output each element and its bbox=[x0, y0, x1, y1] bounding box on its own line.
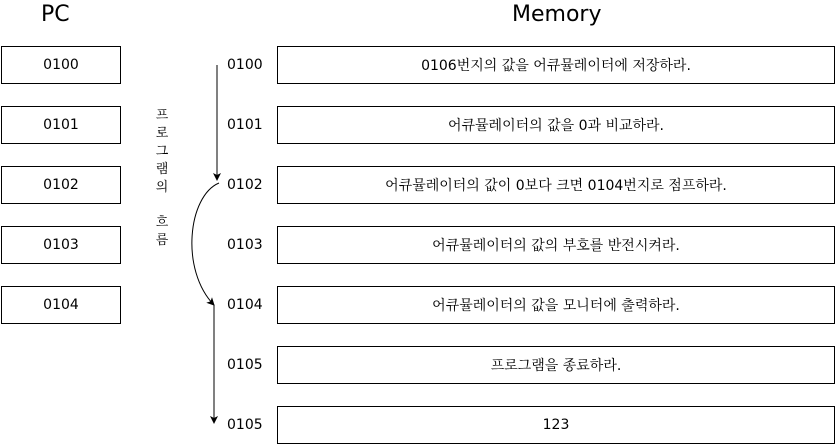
memory-cell: 어큐뮬레이터의 값을 0과 비교하라. bbox=[277, 106, 835, 144]
memory-address: 0105 bbox=[227, 357, 263, 373]
memory-cell: 어큐뮬레이터의 값을 모니터에 출력하라. bbox=[277, 286, 835, 324]
memory-address: 0102 bbox=[227, 177, 263, 193]
memory-cell: 어큐뮬레이터의 값의 부호를 반전시켜라. bbox=[277, 226, 835, 264]
memory-address: 0103 bbox=[227, 237, 263, 253]
pc-register-box: 0104 bbox=[1, 286, 121, 324]
memory-cell: 123 bbox=[277, 406, 835, 444]
pc-title: PC bbox=[41, 2, 70, 27]
memory-address: 0105 bbox=[227, 417, 263, 433]
memory-cell: 어큐뮬레이터의 값이 0보다 크면 0104번지로 점프하라. bbox=[277, 166, 835, 204]
pc-register-box: 0102 bbox=[1, 166, 121, 204]
memory-title: Memory bbox=[512, 2, 602, 27]
pc-register-box: 0101 bbox=[1, 106, 121, 144]
program-flow-label: 프 로 그 램 의 bbox=[155, 108, 169, 195]
memory-address: 0104 bbox=[227, 297, 263, 313]
program-flow-label-2: 흐 름 bbox=[155, 215, 169, 248]
pc-register-box: 0100 bbox=[1, 46, 121, 84]
memory-address: 0101 bbox=[227, 117, 263, 133]
memory-cell: 0106번지의 값을 어큐뮬레이터에 저장하라. bbox=[277, 46, 835, 84]
memory-address: 0100 bbox=[227, 57, 263, 73]
pc-register-box: 0103 bbox=[1, 226, 121, 264]
jump-flow-arrow bbox=[192, 183, 219, 305]
memory-cell: 프로그램을 종료하라. bbox=[277, 346, 835, 384]
